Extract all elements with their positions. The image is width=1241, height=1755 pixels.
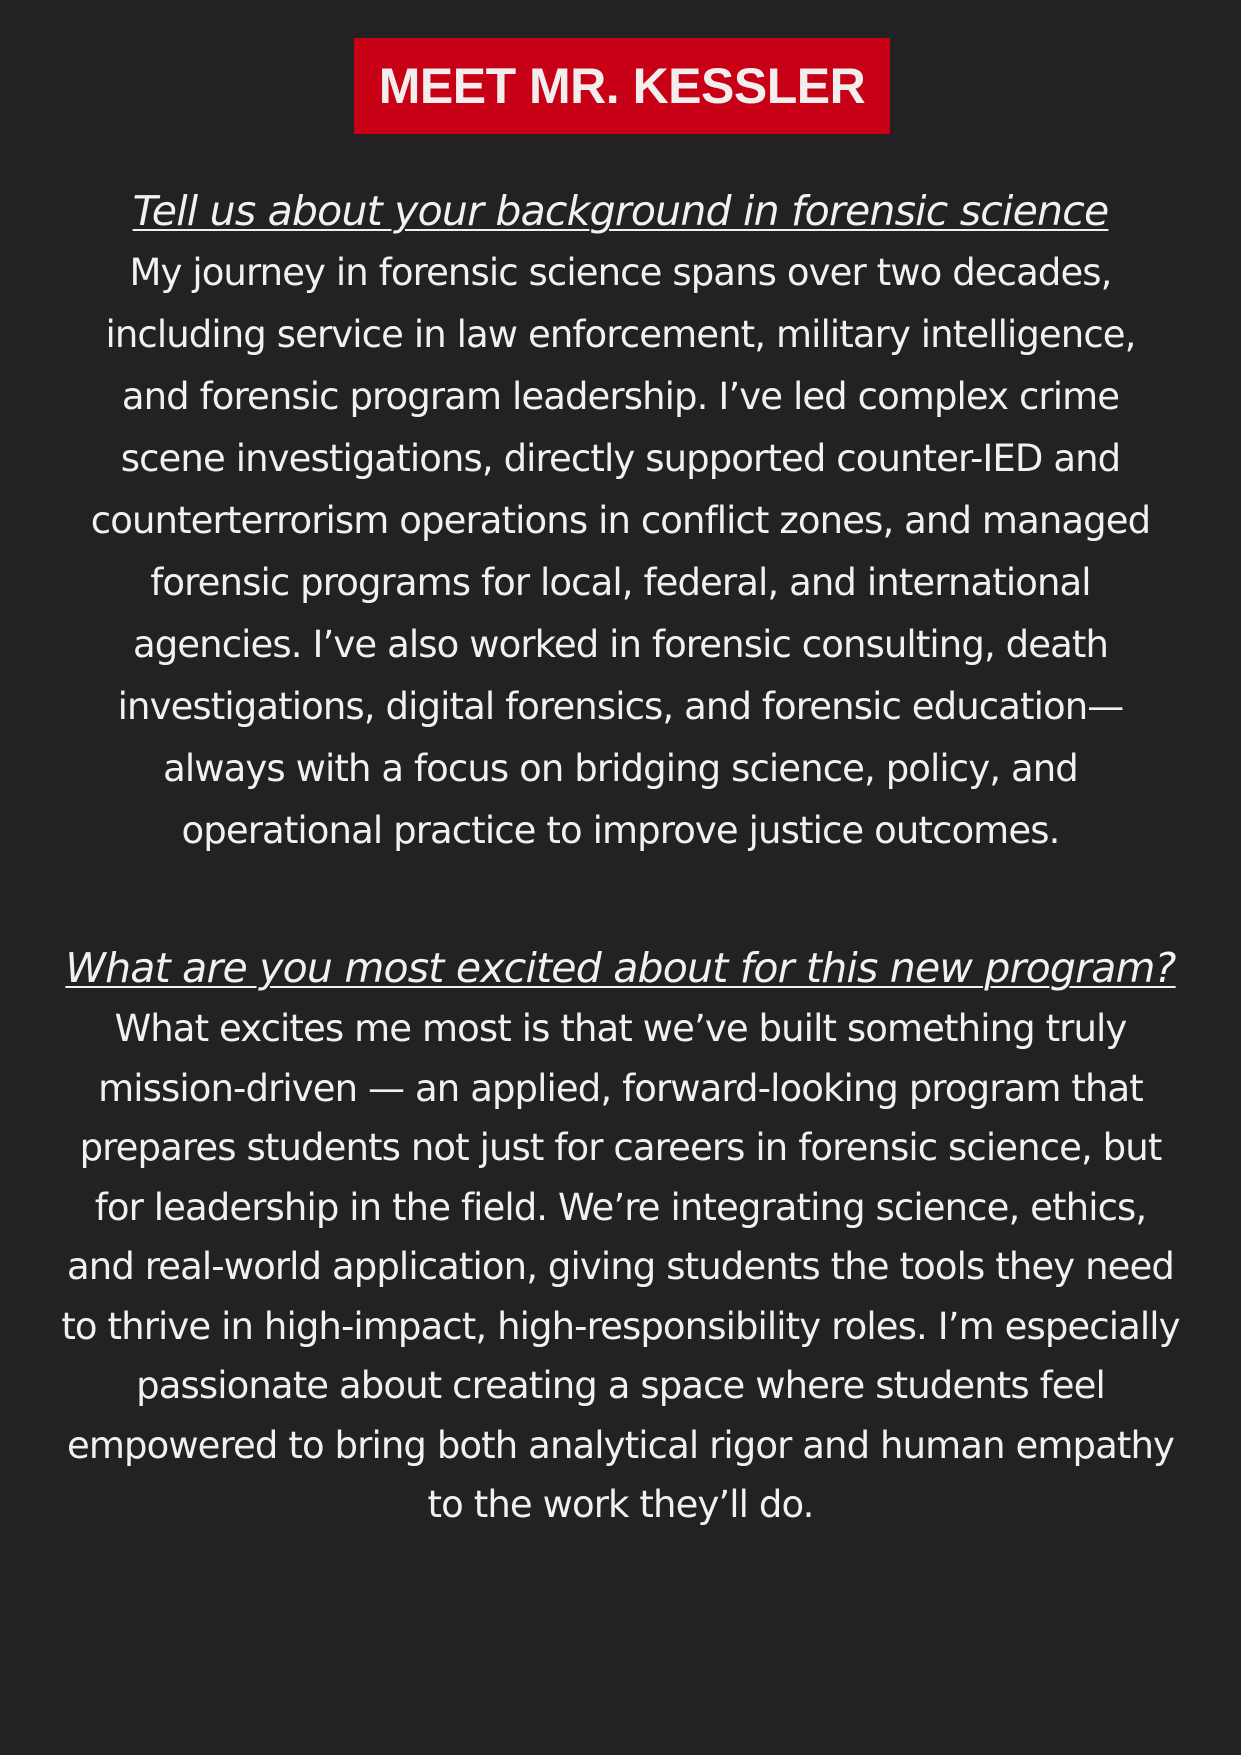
qa-section-background: [30, 180, 1211, 862]
answer-line: operational practice to improve justice outcomes.: [181, 809, 1060, 852]
answer-line: for leadership in the field. We’re integrating science, ethics,: [94, 1185, 1147, 1229]
page-title: MEET MR. KESSLER: [378, 58, 866, 114]
answer-line: scene investigations, directly supported counter-IED and: [120, 437, 1121, 480]
answer-line: to the work they’ll do.: [427, 1483, 814, 1526]
question-heading: Tell us about your background in forensic science: [132, 187, 1109, 235]
answer-line: passionate about creating a space where students feel: [136, 1364, 1105, 1407]
answer-line: and real-world application, giving students the tools they need: [67, 1245, 1174, 1288]
answer-paragraph: [30, 999, 1211, 1535]
answer-line: always with a focus on bridging science, policy, and: [163, 747, 1078, 790]
answer-line: What excites me most is that we’ve built something truly: [114, 1007, 1127, 1050]
answer-line: My journey in forensic science spans over two decades,: [129, 251, 1112, 294]
answer-line: agencies. I’ve also worked in forensic consulting, death: [132, 623, 1109, 666]
answer-line: forensic programs for local, federal, and international: [150, 561, 1091, 604]
qa-section-excitement: [30, 937, 1211, 1535]
answer-line: to thrive in high-impact, high-responsibility roles. I’m especially: [61, 1304, 1180, 1348]
title-banner: [354, 38, 890, 134]
answer-line: including service in law enforcement, military intelligence,: [105, 313, 1136, 356]
answer-line: mission-driven — an applied, forward-looking program that: [98, 1066, 1143, 1110]
answer-line: empowered to bring both analytical rigor and human empathy: [66, 1423, 1174, 1467]
question-heading: What are you most excited about for this new program?: [65, 944, 1176, 992]
answer-line: counterterrorism operations in conflict zones, and managed: [90, 499, 1151, 542]
answer-line: and forensic program leadership. I’ve led complex crime: [121, 375, 1120, 418]
answer-line: investigations, digital forensics, and forensic education—: [117, 685, 1124, 728]
answer-line: prepares students not just for careers in forensic science, but: [79, 1126, 1162, 1169]
answer-paragraph: [30, 242, 1211, 862]
